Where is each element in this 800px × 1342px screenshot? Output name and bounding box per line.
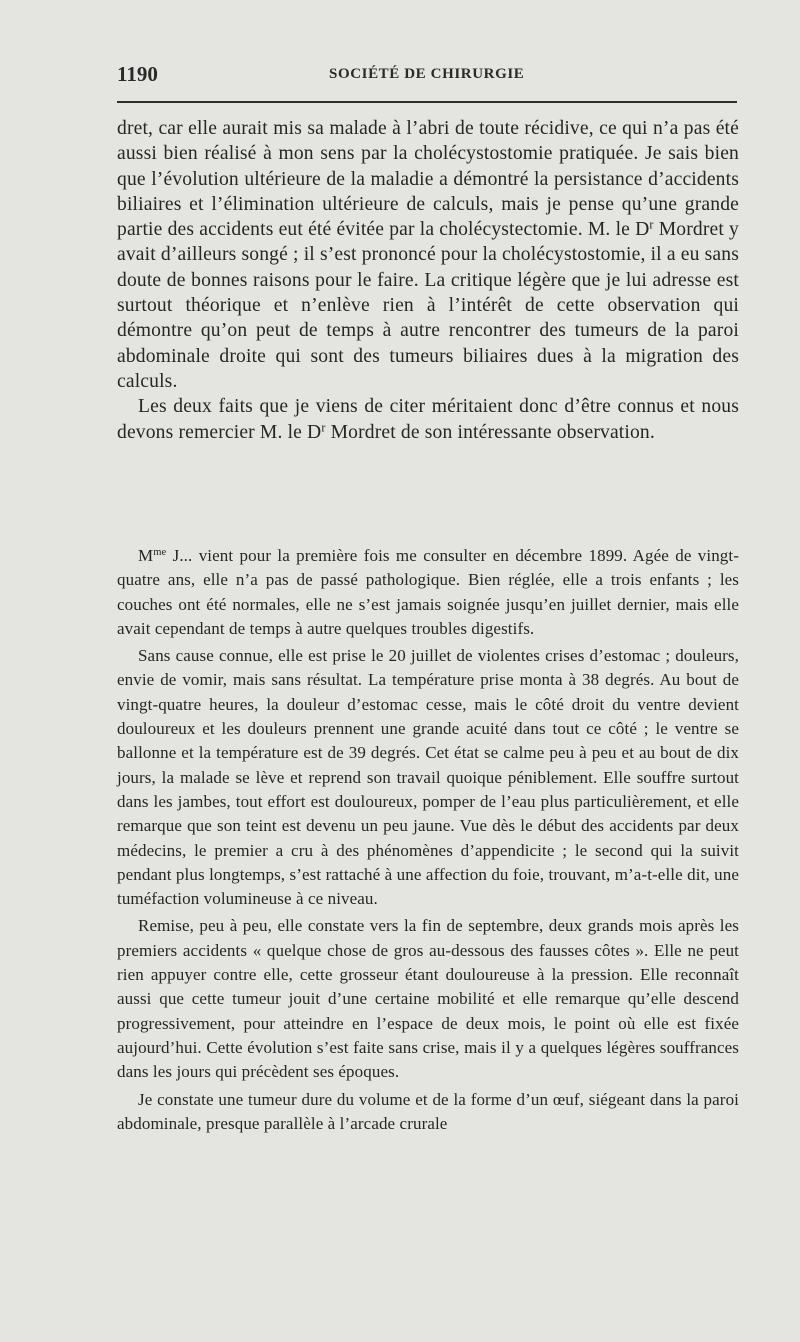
text-run: Mordret de son intéressante observation. <box>325 421 655 443</box>
text-run: M <box>138 546 154 565</box>
observation-text <box>117 544 739 1136</box>
page-number: 1190 <box>117 62 158 86</box>
observation-paragraph <box>117 544 739 641</box>
page-header <box>117 62 737 86</box>
discussion-paragraph <box>117 394 739 445</box>
superscript: r <box>321 419 326 434</box>
running-title: SOCIÉTÉ DE CHIRURGIE <box>329 66 525 82</box>
superscript: me <box>153 547 167 559</box>
observation-paragraph: Sans cause connue, elle est prise le 20 juillet de violentes crises d’estomac ; douleurs, envie de vomir, mais sans résultat. La température prise monta à 38 degrés. Au bout de vingt-quatre heures, la douleur d’estomac cesse, mais le côté droit du ventre devient douloureux et les douleurs prennent une grande acuité dans tout ce côté ; le ventre se ballonne et la température est de 39 degrés. Cet état se calme peu à peu et au bout de dix jours, la malade se lève et reprend son travail quoique péniblement. Elle souffre surtout dans les jambes, tout effort est douloureux, pomper de l’eau plus particulièrement, et elle remarque que son teint est devenu un peu jaune. Vue dès le début des accidents par deux médecins, le premier a cru à des phénomènes d’appendicite ; le second qui la suivit pendant plus longtemps, s’est rattaché à une affection du foie, trouvant, m’a-t-elle dit, une tuméfaction volumineuse à ce niveau. <box>117 646 739 909</box>
discussion-text <box>117 116 739 445</box>
observation-paragraph: Je constate une tumeur dure du volume et de la forme d’un œuf, siégeant dans la paroi abdominale, presque parallèle à l’arcade crurale <box>117 1089 739 1133</box>
text-run: Les deux faits que je viens de citer méritaient donc d’être connus et nous devons remercier M. le D <box>117 396 739 443</box>
header-rule <box>117 101 737 103</box>
text-run: dret, car elle aurait mis sa malade à l’abri de toute récidive, ce qui n’a pas été aussi bien réalisé à mon sens par la cholécystostomie pratiquée. Je sais bien que l’évolution ultérieure de la maladie a démontré la persistance d’accidents biliaires et l’élimination ultérieure de calculs, mais je pense qu’une grande partie des accidents eut été évitée par la cholécystectomie. M. le D <box>117 118 739 241</box>
observation-paragraph: Remise, peu à peu, elle constate vers la fin de septembre, deux grands mois après les premiers accidents « quelque chose de gros au-dessous des fausses côtes ». Elle ne peut rien appuyer contre elle, cette grosseur étant douloureuse à la pression. Elle reconnaît aussi que cette tumeur jouit d’une certaine mobilité et elle remarque qu’elle descend progressivement, pour atteindre en l’espace de deux mois, le point où elle est fixée aujourd’hui. Cette évolution s’est faite sans crise, mais il y a quelques légères souffrances dans les jours qui précèdent ses époques. <box>117 916 739 1082</box>
text-run: J... vient pour la première fois me consulter en décembre 1899. Agée de vingt-quatre ans, elle n’a pas de passé pathologique. Bien réglée, elle a trois enfants ; les couches ont été normales, elle ne s’est jamais soignée jusqu’en juillet dernier, mais elle avait cependant de temps à autre quelques troubles digestifs. <box>117 546 739 638</box>
discussion-paragraph <box>117 116 739 394</box>
text-run: Mordret y avait d’ailleurs songé ; il s’est prononcé pour la cholécystostomie, il a eu sans doute de bonnes raisons pour le faire. La critique légère que je lui adresse est surtout théorique et n’enlève rien à l’intérêt de cette observation qui démontre qu’on peut de temps à autre rencontrer des tumeurs de la paroi abdominale droite qui sont des tumeurs biliaires dues à la migration des calculs. <box>117 219 739 392</box>
superscript: r <box>649 217 654 232</box>
